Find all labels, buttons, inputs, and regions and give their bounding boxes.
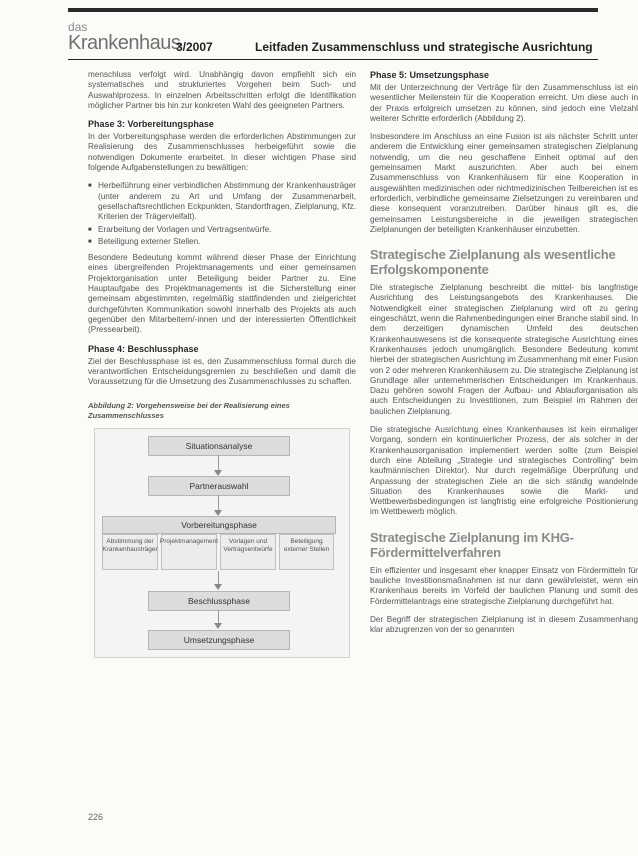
header-divider (68, 59, 598, 60)
bullet-list (88, 181, 356, 247)
arrow-down-icon (214, 623, 222, 629)
umsetzungsphase-box: Umsetzungsphase (148, 630, 290, 650)
phase4-heading: Phase 4: Beschlussphase (88, 343, 199, 354)
paragraph: Mit der Unterzeichnung der Verträge für den Zusammenschluss ist ein wesentlicher Meilenstein für die Kooperation erreicht. Um diese auch in der Praxis erfolgreich umsetzen zu können, sind jedoch eine Vielzahl weiterer Schritte erforderlich (Abbildung 2). (370, 83, 638, 123)
sub-box: Vorlagen und Vertragsentwürfe (220, 534, 276, 570)
top-bar (68, 8, 598, 12)
sub-box: Projektmanagement (161, 534, 217, 570)
section-heading: Strategische Zielplanung im KHG-Fördermittelverfahren (370, 529, 574, 560)
section-heading: Strategische Zielplanung als wesentliche Erfolgskomponente (370, 247, 616, 278)
paragraph: menschluss verfolgt wird. Unabhängig davon empfiehlt sich ein systematisches und strukturiertes Vorgehen beim Such- und Auswahlprozess. In einzelnen Arbeitsschritten erfolgt die Identifikation möglicher Partner bis hin zur konkreten Wahl des geeigneten Partners. (88, 70, 356, 110)
issue-number: 3/2007 (176, 40, 213, 54)
process-diagram (88, 428, 356, 658)
phase5-heading: Phase 5: Umsetzungsphase (370, 70, 490, 80)
paragraph: Besondere Bedeutung kommt während dieser Phase der Einrichtung eines übergreifenden Projektmanagements und einer gemeinsamen Projektorganisation unter Beteiligung beider Partner zu. Eine Hauptaufgabe des Projektmanagements ist die Sicherstellung einer gemeinsam abgestimmten, regelmäßig stattfindenden und zielgerichtet durchgeführten Kommunikation sowohl innerhalb des Projekts als auch gegenüber den Mitarbeitern/-innen und der interessierten Öffentlichkeit (Pressearbeit). (88, 253, 356, 335)
list-item: ■ Beteiligung externer Stellen. (88, 237, 356, 247)
list-item: ■ Herbeiführung einer verbindlichen Abstimmung der Krankenhausträger (unter anderem zu Art und Umfang der Zusammenarbeit, gesellschaftsrechtlichen Eckpunkten, Standortfragen, Zielplanung, Kfz. Kriterien der Trägervielfalt). (88, 181, 356, 222)
paragraph: Ein effizienter und insgesamt eher knapper Einsatz von Fördermitteln für bauliche Investitionsmaßnahmen ist nur dann gewährleistet, wenn ein Krankenhaus bereits im Vorfeld der baulichen Planung und somit des Fördermittelantrags eine strategische Zielplanung durchgeführt hat. (370, 565, 638, 606)
vorbereitungsphase-box: Vorbereitungsphase (102, 516, 336, 534)
partnerauswahl-box: Partnerauswahl (148, 476, 290, 496)
logo-small-text: das (68, 20, 88, 34)
situationsanalyse-box: Situationsanalyse (148, 436, 290, 456)
phase3-heading: Phase 3: Vorbereitungsphase (88, 119, 214, 130)
figure-caption: Abbildung 2: Vorgehensweise bei der Realisierung eines Zusammenschlusses (88, 401, 290, 420)
arrow-down-icon (214, 584, 222, 590)
page-header (68, 20, 598, 60)
section-title: Leitfaden Zusammenschluss und strategische Ausrichtung (255, 40, 593, 54)
connector (218, 495, 219, 511)
paragraph: Die strategische Zielplanung beschreibt die mittel- bis langfristige Ausrichtung des Leistungsangebots des Krankenhauses. Die Notwendigkeit einer strategischen Zielplanung wird oft zu gering eingeschätzt, wenn die Rahmenbedingungen einer Branche stabil sind. In dem derzeitigen dynamischen Umfeld des deutschen Krankenhauswesens ist die konsequente strategische Ausrichtung eines Krankenhauses jedoch unumgänglich. Besondere Bedeutung kommt hierbei der strategischen Ausrichtung im Zusammenhang mit einer Fusion von 2 oder mehreren Krankenhäusern zu. Die strategische Zielplanung ist Grundlage aller unternehmerischen Entscheidungen im Krankenhaus. Dazu gehören sowohl Fragen der Aufbau- und Ablauforganisation als auch Entscheidungen zu Investitionen, zum Beispiel im Rahmen der baulichen Zielplanung. (370, 283, 638, 416)
right-column (370, 70, 638, 643)
logo-text: Krankenhaus (68, 32, 181, 54)
paragraph: Die strategische Ausrichtung eines Krankenhauses ist kein einmaliger Vorgang, sondern ein kontinuierlicher Prozess, der als solcher in der Krankenhausorganisation implementiert werden sollte (zum Beispiel durch eine Abteilung „Strategie und strategisches Controlling“ beim kaufmännischen Direktor). Nur durch regelmäßige Überprüfung und Anpassung der strategischen Ziele an die sich ständig wandelnde Situation des Krankenhauses sowie die Markt- und Wettbewerbsbedingungen ist langfristig eine erfolgreiche Positionierung im Wettbewerb möglich. (370, 425, 638, 517)
sub-box: Abstimmung der Krankenhausträger (102, 534, 158, 570)
paragraph: Ziel der Beschlussphase ist es, den Zusammenschluss formal durch die verantwortlichen Entscheidungsgremien zu beschließen und damit die Voraussetzung für die Umsetzung des Zusammenschlusses zu schaffen. (88, 356, 356, 387)
paragraph: In der Vorbereitungsphase werden die erforderlichen Abstimmungen zur Realisierung des Zusammenschlusses herbeigeführt sowie die notwendigen Dokumente erarbeitet. In dieser wichtigen Phase sind folgende Aufgabenstellungen zu bewältigen: (88, 132, 356, 173)
paragraph: Insbesondere im Anschluss an eine Fusion ist als nächster Schritt unter anderem die Entwicklung einer gemeinsamen strategischen Zielplanung notwendig, um die neu geschaffene Einheit optimal auf den gemeinsamen Markt auszurichten. Aber auch bei einem Zusammenschluss von Krankenhäusern für eine Kooperation in ausgewählten medizinischen oder nichtmedizinischen Teilbereichen ist es erforderlich, verbindliche gemeinsame Zielsetzungen zu vereinbaren und diese konsequent voranzutreiben. Darüber hinaus gilt es, die gemeinsamen Leistungsbereiche in die jeweiligen strategischen Zielplanungen der beteiligten Krankenhäuser einzubetten. (370, 132, 638, 234)
left-column (88, 70, 356, 658)
connector (218, 455, 219, 471)
beschlussphase-box: Beschlussphase (148, 591, 290, 611)
page-number: 226 (88, 812, 104, 822)
paragraph: Der Begriff der strategischen Zielplanung ist in diesem Zusammenhang klar abzugrenzen von der so genannten (370, 614, 638, 635)
connector (218, 610, 219, 624)
list-item: ■ Erarbeitung der Vorlagen und Vertragsentwürfe. (88, 225, 356, 235)
connector (218, 571, 219, 585)
sub-box: Beteiligung externer Stellen (279, 534, 334, 570)
